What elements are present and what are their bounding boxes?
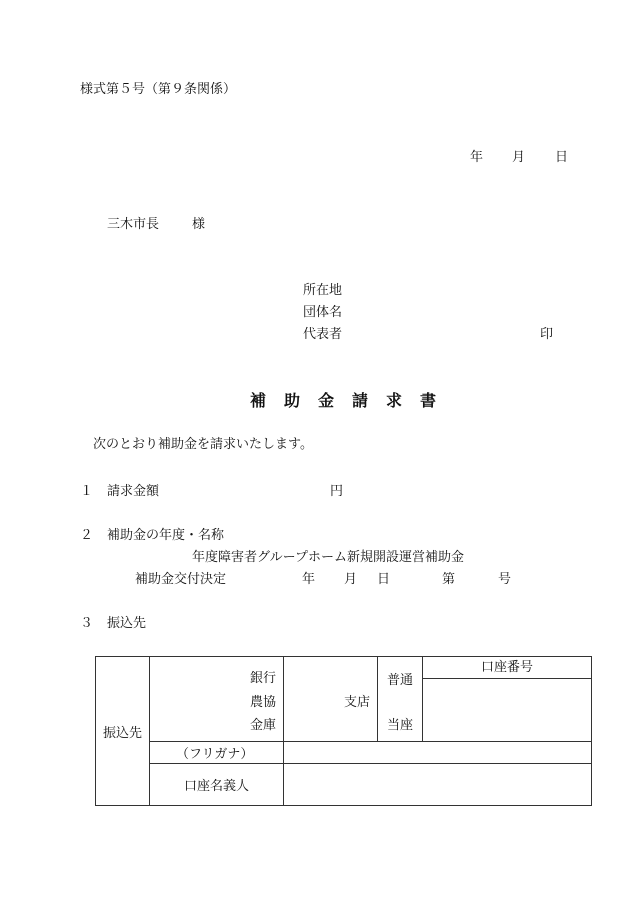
decision-month: 月 — [344, 572, 358, 587]
holder-label: 口座名義人 — [184, 779, 250, 794]
date-month-label: 月 — [512, 150, 526, 165]
subsidy-name: 年度障害者グループホーム新規開設運営補助金 — [192, 550, 464, 565]
nokyo-label: 農協 — [250, 695, 277, 710]
transfer-header-text: 振込先 — [102, 725, 142, 741]
futsu-label: 普通 — [387, 673, 414, 688]
bank-transfer-table — [95, 656, 592, 806]
decision-dai: 第 — [442, 572, 456, 587]
item-2-label: 補助金の年度・名称 — [107, 528, 225, 543]
holder-label-cell — [150, 764, 284, 806]
addressee-honorific: 様 — [192, 217, 206, 232]
item-1-label: 請求金額 — [107, 484, 160, 499]
branch-label: 支店 — [344, 695, 371, 710]
holder-field[interactable] — [284, 764, 592, 806]
branch-cell[interactable] — [284, 657, 378, 742]
date-day-label: 日 — [555, 150, 569, 165]
furigana-field[interactable] — [284, 742, 592, 764]
addressee-name: 三木市長 — [107, 217, 160, 232]
decision-year: 年 — [302, 572, 316, 587]
seal-mark: 印 — [540, 327, 554, 342]
document-title: 補助金請求書 — [250, 391, 455, 410]
item-3-number: ３ — [80, 616, 94, 631]
bank-type-cell[interactable] — [150, 657, 284, 742]
item-1-number: １ — [80, 484, 94, 499]
representative-label: 代表者 — [303, 327, 343, 342]
item-2-number: ２ — [80, 528, 94, 543]
date-year-label: 年 — [470, 150, 484, 165]
item-1-unit: 円 — [330, 484, 344, 499]
account-type-cell[interactable] — [378, 657, 423, 742]
account-number-cell[interactable] — [423, 657, 592, 742]
account-number-field[interactable] — [423, 679, 591, 741]
intro-text: 次のとおり補助金を請求いたします。 — [93, 437, 313, 452]
transfer-row-header — [96, 657, 150, 806]
account-number-header: 口座番号 — [423, 657, 591, 679]
furigana-label-cell — [150, 742, 284, 764]
decision-day: 日 — [377, 572, 391, 587]
decision-go: 号 — [498, 572, 512, 587]
group-label: 団体名 — [303, 305, 343, 320]
address-label: 所在地 — [303, 283, 343, 298]
grant-decision-label: 補助金交付決定 — [135, 572, 227, 587]
form-number: 様式第５号（第９条関係） — [80, 82, 237, 97]
toza-label: 当座 — [387, 718, 414, 733]
item-3-label: 振込先 — [107, 616, 147, 631]
furigana-label: （フリガナ） — [176, 747, 254, 762]
bank-label: 銀行 — [250, 671, 277, 686]
kinko-label: 金庫 — [250, 718, 277, 733]
